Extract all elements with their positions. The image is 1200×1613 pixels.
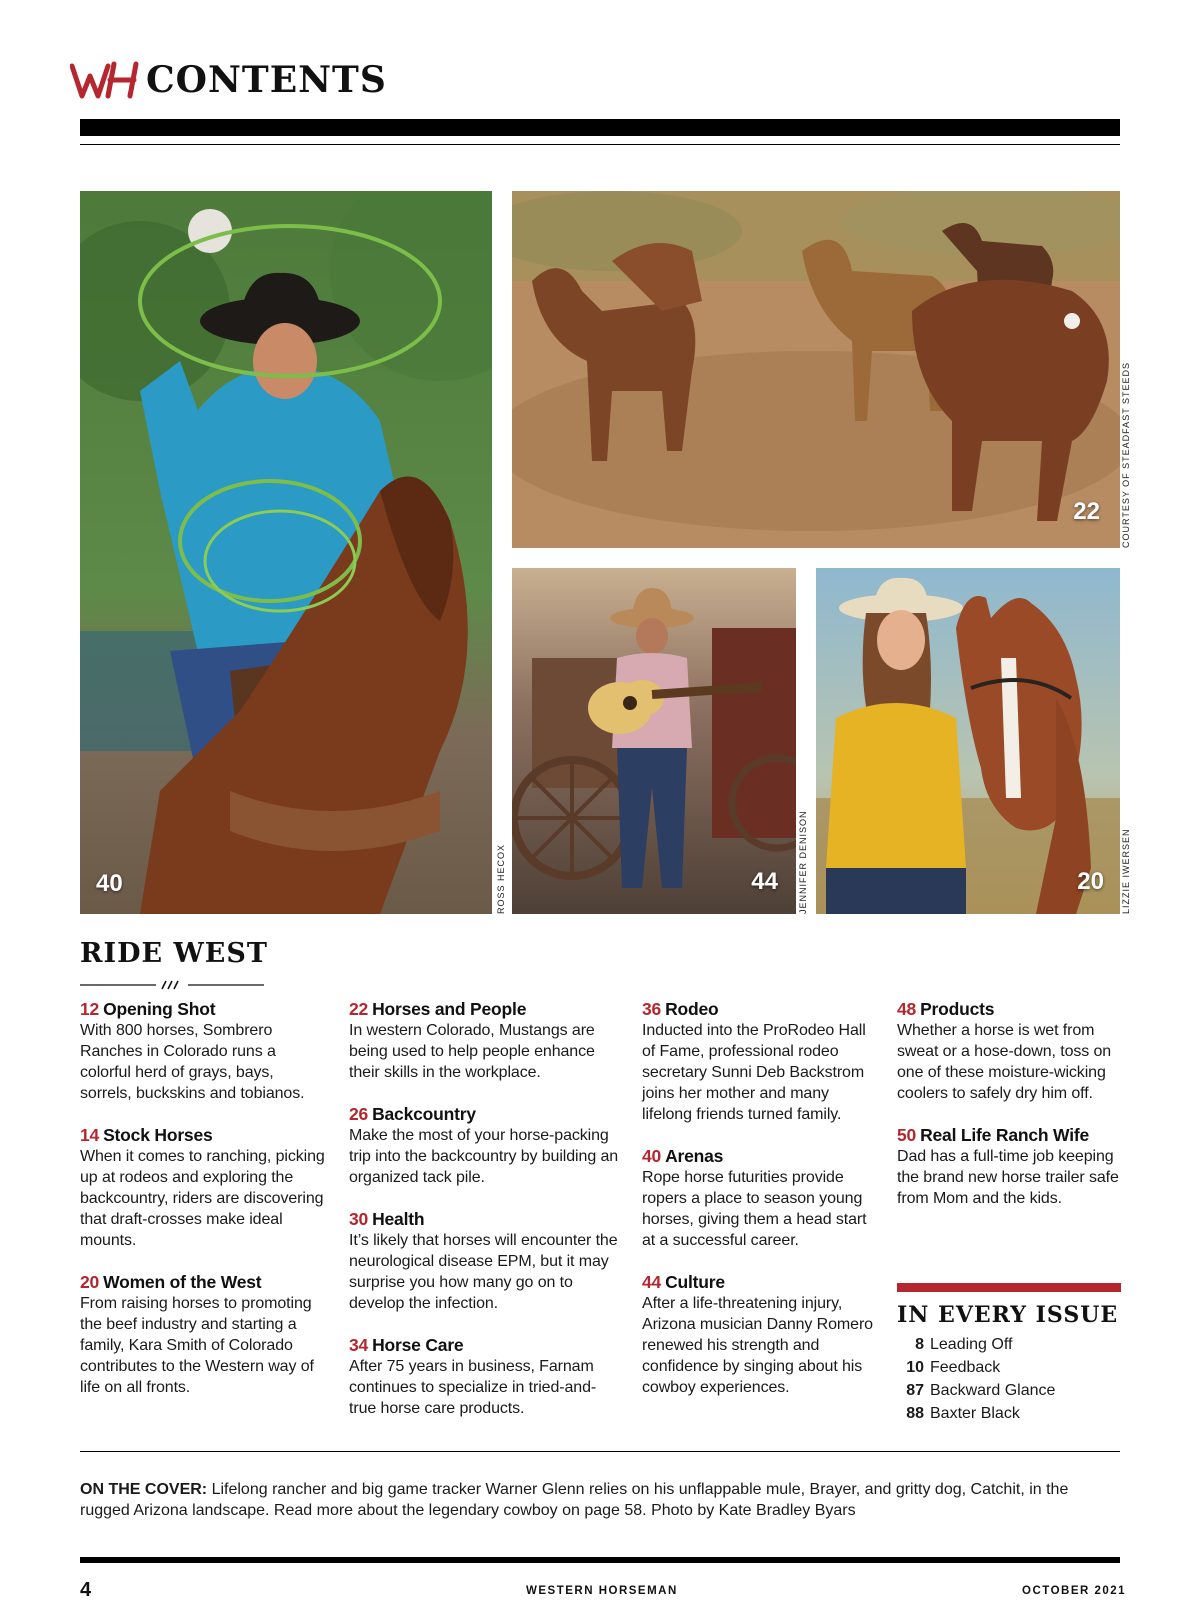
contents-entry[interactable] xyxy=(349,1334,619,1419)
entry-title: Backcountry xyxy=(372,1104,476,1124)
guitar-photo-image xyxy=(512,568,796,914)
every-issue-page-number: 10 xyxy=(906,1359,924,1376)
entry-title: Products xyxy=(920,999,995,1019)
every-issue-item[interactable] xyxy=(897,1402,1121,1425)
contents-entry[interactable] xyxy=(349,998,619,1083)
contents-entry[interactable] xyxy=(897,1124,1122,1209)
entry-page-number: 34 xyxy=(349,1335,369,1355)
entry-page-number: 30 xyxy=(349,1209,369,1229)
every-issue-label: Feedback xyxy=(930,1359,1001,1376)
section-title: RIDE WEST xyxy=(80,938,268,969)
woman-photo-image xyxy=(816,568,1120,914)
photo-horses[interactable] xyxy=(512,191,1120,548)
entry-title: Opening Shot xyxy=(103,999,216,1019)
contents-entry[interactable] xyxy=(349,1208,619,1314)
entry-description: Rope horse futurities provide ropers a place to season young horses, giving them a head start at a successful career. xyxy=(642,1169,867,1249)
every-issue-page-number: 87 xyxy=(906,1382,924,1399)
entry-page-number: 22 xyxy=(349,999,369,1019)
entry-description: Inducted into the ProRodeo Hall of Fame, professional rodeo secretary Sunni Deb Backstrom joins her mother and many lifelong friends turned family. xyxy=(642,1022,866,1123)
photo-page-number: 40 xyxy=(96,870,123,897)
page-title: CONTENTS xyxy=(146,59,387,101)
contents-entry[interactable] xyxy=(80,998,326,1104)
contents-entry[interactable] xyxy=(642,1271,877,1398)
photo-page-number: 20 xyxy=(1077,868,1104,895)
every-issue-label: Leading Off xyxy=(930,1336,1013,1353)
every-issue-accent-bar xyxy=(897,1283,1121,1292)
entry-page-number: 50 xyxy=(897,1125,917,1145)
page-number: 4 xyxy=(80,1579,92,1601)
every-issue-title: IN EVERY ISSUE xyxy=(897,1302,1119,1328)
entry-description: Dad has a full-time job keeping the brand new horse trailer safe from Mom and the kids. xyxy=(897,1148,1119,1207)
photo-guitar[interactable] xyxy=(512,568,796,914)
entry-title: Horse Care xyxy=(372,1335,464,1355)
wh-logo-icon xyxy=(70,60,142,100)
contents-entry[interactable] xyxy=(897,998,1122,1104)
entry-description: With 800 horses, Sombrero Ranches in Colorado runs a colorful herd of grays, bays, sorrels, buckskins and tobianos. xyxy=(80,1022,305,1102)
entry-page-number: 20 xyxy=(80,1272,100,1292)
contents-entry[interactable] xyxy=(80,1124,326,1251)
entry-page-number: 12 xyxy=(80,999,100,1019)
cover-description: Lifelong rancher and big game tracker Warner Glenn relies on his unflappable mule, Brayer, and gritty dog, Catchit, in the rugged Arizona landscape. Read more about the legendary cowboy on page 58. Photo by Kate Bradley Byars xyxy=(80,1481,1069,1519)
every-issue-item[interactable] xyxy=(897,1356,1121,1379)
entry-page-number: 36 xyxy=(642,999,662,1019)
entry-title: Health xyxy=(372,1209,425,1229)
entry-title: Women of the West xyxy=(103,1272,262,1292)
section-divider xyxy=(80,980,264,990)
entry-description: In western Colorado, Mustangs are being used to help people enhance their skills in the workplace. xyxy=(349,1022,595,1081)
photo-page-number: 22 xyxy=(1073,498,1100,525)
every-issue-page-number: 88 xyxy=(906,1405,924,1422)
every-issue-label: Baxter Black xyxy=(930,1405,1020,1422)
horses-photo-image xyxy=(512,191,1120,548)
every-issue-label: Backward Glance xyxy=(930,1382,1056,1399)
cover-note xyxy=(80,1479,1120,1521)
every-issue-item[interactable] xyxy=(897,1379,1121,1402)
entry-title: Stock Horses xyxy=(103,1125,213,1145)
header-thick-rule xyxy=(80,119,1120,136)
photo-credit: LIZZIE IWERSEN xyxy=(1121,828,1131,914)
header-thin-rule xyxy=(80,144,1120,145)
contents-entry[interactable] xyxy=(642,1145,877,1251)
photo-credit: COURTESY OF STEADFAST STEEDS xyxy=(1121,361,1131,548)
issue-date: OCTOBER 2021 xyxy=(1022,1585,1127,1597)
entry-title: Horses and People xyxy=(372,999,527,1019)
every-issue-page-number: 8 xyxy=(915,1336,924,1353)
entry-title: Real Life Ranch Wife xyxy=(920,1125,1090,1145)
magazine-name: WESTERN HORSEMAN xyxy=(526,1585,678,1597)
entry-title: Rodeo xyxy=(665,999,719,1019)
photo-woman[interactable] xyxy=(816,568,1120,914)
entry-page-number: 44 xyxy=(642,1272,662,1292)
every-issue-item[interactable] xyxy=(897,1333,1121,1356)
entry-description: It’s likely that horses will encounter the neurological disease EPM, but it may surprise you how many go on to develop the infection. xyxy=(349,1232,618,1312)
photo-credit: ROSS HECOX xyxy=(496,843,506,914)
entry-page-number: 40 xyxy=(642,1146,662,1166)
entry-title: Culture xyxy=(665,1272,725,1292)
entry-title: Arenas xyxy=(665,1146,724,1166)
entry-description: After 75 years in business, Farnam continues to specialize in tried-and-true horse care products. xyxy=(349,1358,597,1417)
photo-roper[interactable] xyxy=(80,191,492,914)
photo-page-number: 44 xyxy=(751,868,778,895)
cover-label: ON THE COVER: xyxy=(80,1481,208,1498)
contents-entry[interactable] xyxy=(642,998,877,1125)
entry-description: Whether a horse is wet from sweat or a hose-down, toss on one of these moisture-wicking coolers to safely dry him off. xyxy=(897,1022,1112,1102)
every-issue-list xyxy=(897,1333,1121,1425)
entry-page-number: 48 xyxy=(897,999,917,1019)
entry-description: Make the most of your horse-packing trip into the backcountry by building an organized tack pile. xyxy=(349,1127,619,1186)
entry-page-number: 26 xyxy=(349,1104,369,1124)
contents-column-3 xyxy=(642,998,877,1418)
contents-column-2 xyxy=(349,998,619,1439)
entry-description: From raising horses to promoting the beef industry and starting a family, Kara Smith of Colorado contributes to the Western way of life on all fronts. xyxy=(80,1295,314,1396)
contents-entry[interactable] xyxy=(80,1271,326,1398)
photo-credit: JENNIFER DENISON xyxy=(798,810,808,914)
entry-description: When it comes to ranching, picking up at rodeos and exploring the backcountry, riders are discovering that draft-crosses make ideal mounts. xyxy=(80,1148,325,1249)
footer-rule xyxy=(80,1557,1120,1563)
contents-column-1 xyxy=(80,998,326,1418)
contents-entry[interactable] xyxy=(349,1103,619,1188)
page-header xyxy=(70,58,387,102)
entry-description: After a life-threatening injury, Arizona musician Danny Romero renewed his strength and confidence by singing about his cowboy experiences. xyxy=(642,1295,873,1396)
entry-page-number: 14 xyxy=(80,1125,100,1145)
roper-photo-image xyxy=(80,191,492,914)
contents-column-4 xyxy=(897,998,1122,1229)
cover-divider xyxy=(80,1451,1120,1452)
